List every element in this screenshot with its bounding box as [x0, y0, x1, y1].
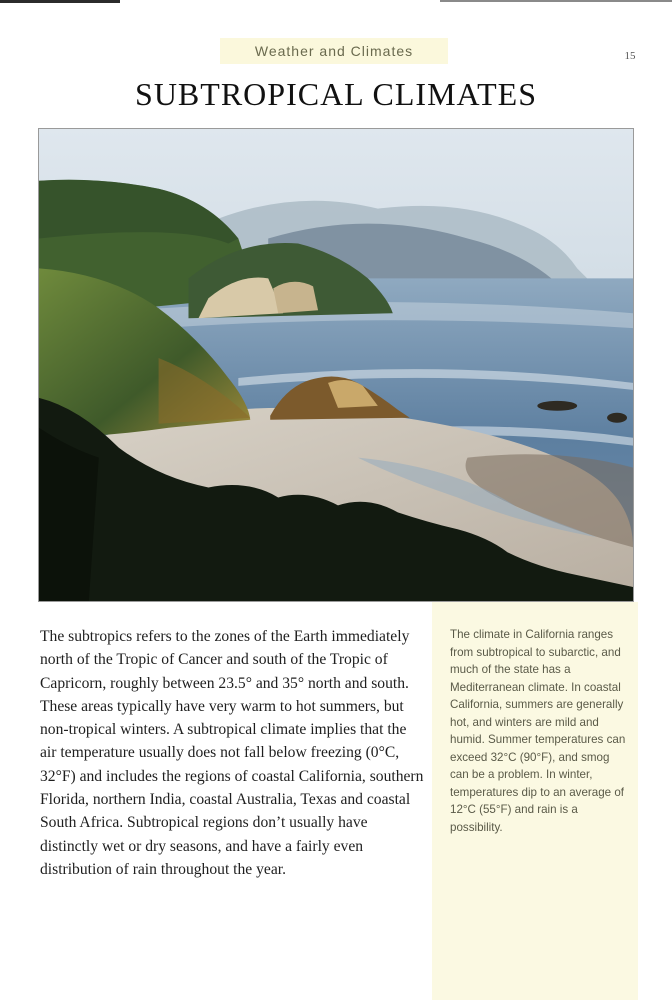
page-number: 15 [624, 50, 636, 62]
top-edge-rule [0, 0, 672, 6]
page-title: SUBTROPICAL CLIMATES [135, 76, 537, 112]
sidebar-paragraph: The climate in California ranges from subtropical to subarctic, and much of the state has a Mediterranean climate. In coastal California, summers are generally hot, and winters are mild and humid. Summer temperatures can exceed 32°C (90°F), and smog can be a problem. In winter, temperatures dip to an average of 12°C (55°F) and rain is a possibility. [450, 628, 626, 834]
coastal-landscape-photo [38, 128, 634, 602]
body-paragraph: The subtropics refers to the zones of the Earth immediately north of the Tropic of Cancer and south of the Tropic of Capricorn, roughly between 23.5° and 35° north and south. These areas typically have very warm to hot summers, but non-tropical winters. A subtropical climate implies that the air temperature usually does not fall below freezing (0°C, 32°F) and includes the regions of coastal California, southern Florida, northern India, coastal Australia, Texas and coastal South Africa. Subtropical regions don’t usually have distinctly wet or dry seasons, and have a fairly even distribution of rain throughout the year. [40, 628, 424, 878]
sidebar-box [432, 602, 638, 1000]
section-header-tab: Weather and Climates [220, 38, 448, 64]
